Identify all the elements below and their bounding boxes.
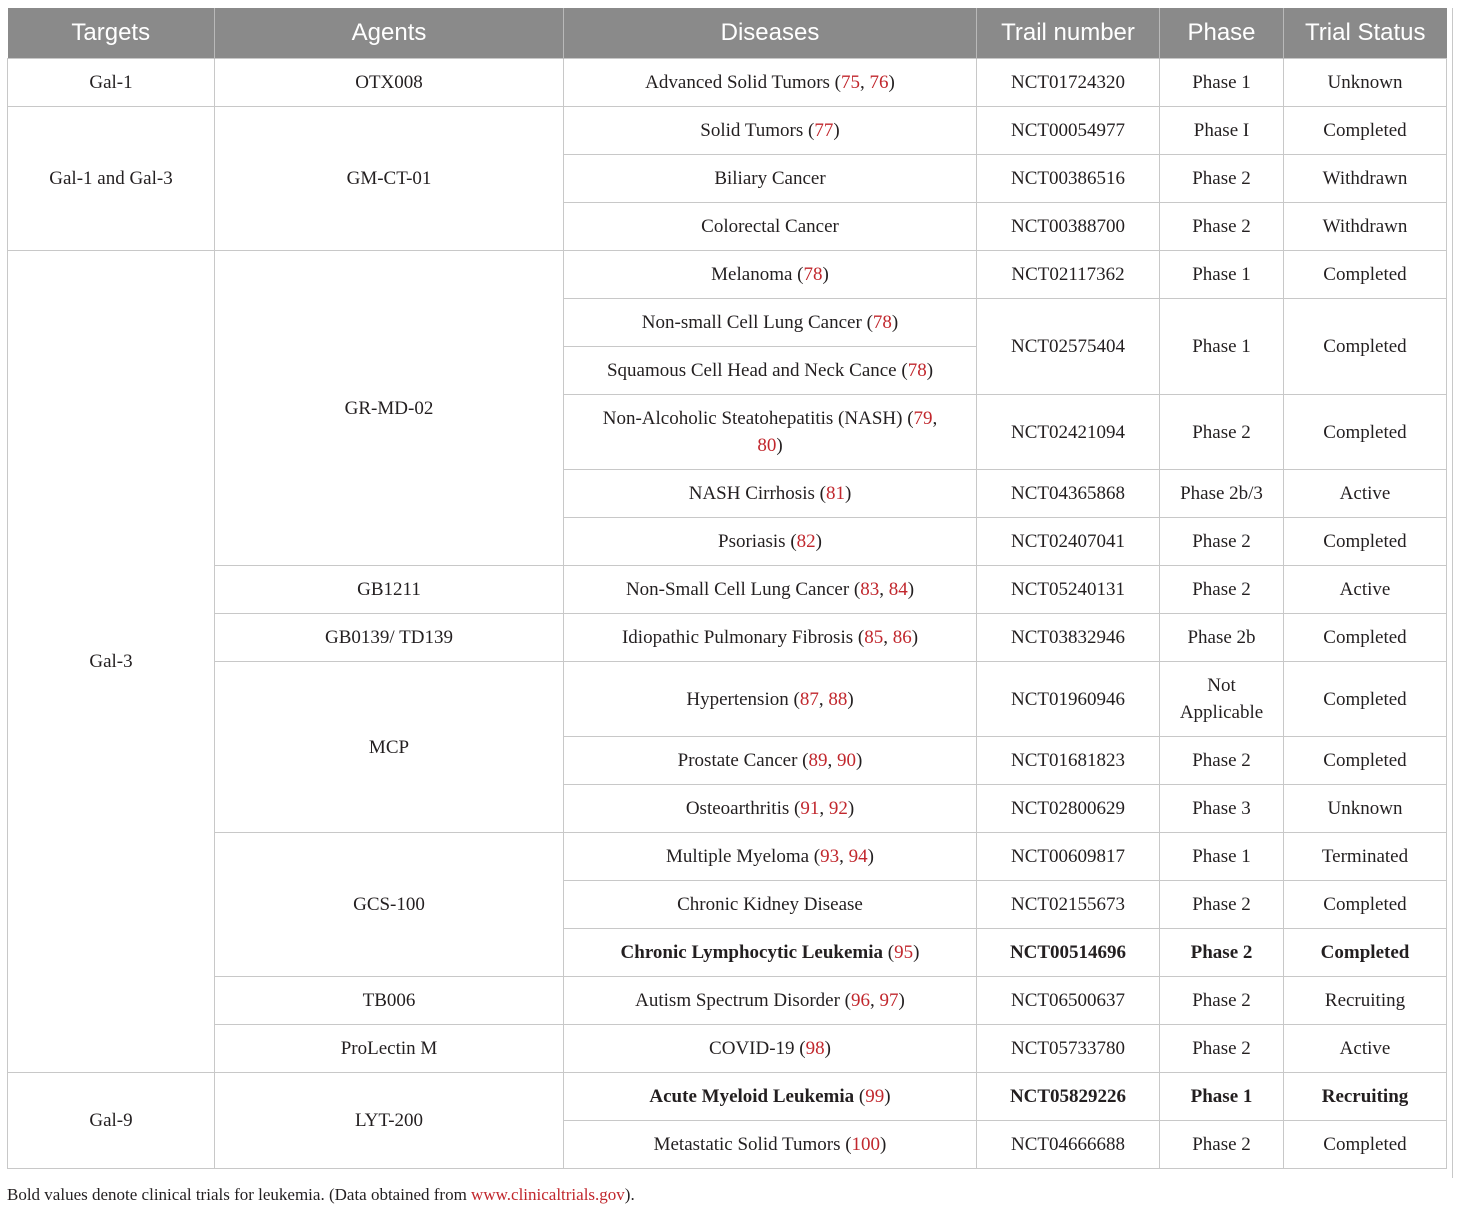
trial-number-cell: NCT02407041 — [977, 518, 1160, 566]
agent-cell: LYT-200 — [215, 1073, 564, 1169]
trial-number-cell: NCT05829226 — [977, 1073, 1160, 1121]
disease-cell — [564, 155, 977, 203]
disease-name: Non-small Cell Lung Cancer — [641, 312, 862, 333]
disease-cell: Acute Myeloid Leukemia (99) — [564, 1073, 977, 1121]
disease-name: Autism Spectrum Disorder — [635, 990, 840, 1011]
reference-link[interactable]: 90 — [837, 750, 856, 771]
status-cell: Terminated — [1284, 833, 1447, 881]
disease-name: Chronic Kidney Disease — [677, 894, 863, 915]
table-row — [8, 662, 1447, 737]
phase-cell: Phase 2b/3 — [1160, 470, 1284, 518]
phase-cell: Phase I — [1160, 107, 1284, 155]
trial-number-cell: NCT03832946 — [977, 614, 1160, 662]
phase-cell: Phase 2 — [1160, 881, 1284, 929]
target-cell: Gal-1 and Gal-3 — [8, 107, 215, 251]
reference-link[interactable]: 89 — [808, 750, 828, 771]
table-row — [8, 566, 1447, 614]
disease-name: NASH Cirrhosis — [688, 483, 815, 504]
target-cell: Gal-1 — [8, 59, 215, 107]
reference-link[interactable]: 86 — [892, 627, 912, 648]
trial-number-cell: NCT04365868 — [977, 470, 1160, 518]
reference-link[interactable]: 78 — [872, 312, 892, 333]
reference-link[interactable]: 100 — [851, 1134, 881, 1155]
phase-cell: Phase 2 — [1160, 395, 1284, 470]
phase-line: Not — [1207, 675, 1236, 696]
disease-cell: Multiple Myeloma (93, 94) — [564, 833, 977, 881]
reference-link[interactable]: 79 — [913, 408, 933, 429]
phase-cell: Phase 2 — [1160, 518, 1284, 566]
status-cell: Completed — [1284, 251, 1447, 299]
table-header — [8, 8, 1447, 59]
phase-cell: Phase 2b — [1160, 614, 1284, 662]
disease-name: Melanoma — [711, 264, 793, 285]
disease-cell: Non-Alcoholic Steatohepatitis (NASH) (79, 80) — [564, 395, 977, 470]
reference-link[interactable]: 95 — [894, 942, 914, 963]
table-row — [8, 251, 1447, 299]
disease-name: Non-Small Cell Lung Cancer — [625, 579, 850, 600]
disease-cell: Non-small Cell Lung Cancer (78) — [564, 299, 977, 347]
reference-link[interactable]: 91 — [800, 798, 820, 819]
reference-link[interactable]: 98 — [805, 1038, 825, 1059]
reference-link[interactable]: 81 — [825, 483, 845, 504]
status-cell: Completed — [1284, 299, 1447, 395]
disease-name: Multiple Myeloma — [666, 846, 810, 867]
phase-cell: Phase 2 — [1160, 566, 1284, 614]
table-row — [8, 107, 1447, 155]
table-row — [8, 1073, 1447, 1121]
table-body — [8, 59, 1447, 1169]
reference-link[interactable]: 77 — [814, 120, 834, 141]
trial-number-cell: NCT02155673 — [977, 881, 1160, 929]
status-cell: Unknown — [1284, 785, 1447, 833]
phase-cell: Phase 2 — [1160, 1121, 1284, 1169]
status-cell: Completed — [1284, 1121, 1447, 1169]
phase-cell: Phase 1 — [1160, 833, 1284, 881]
reference-link[interactable]: 80 — [757, 435, 777, 456]
disease-cell: Chronic Lymphocytic Leukemia (95) — [564, 929, 977, 977]
trial-number-cell: NCT05733780 — [977, 1025, 1160, 1073]
reference-link[interactable]: 75 — [841, 72, 860, 93]
phase-cell: Phase 2 — [1160, 929, 1284, 977]
disease-cell — [564, 203, 977, 251]
disease-name: Prostate Cancer — [677, 750, 798, 771]
trial-number-cell: NCT01681823 — [977, 737, 1160, 785]
header-agents: Agents — [215, 8, 564, 59]
agent-cell: GCS-100 — [215, 833, 564, 977]
target-cell: Gal-9 — [8, 1073, 215, 1169]
disease-cell: Idiopathic Pulmonary Fibrosis (85, 86) — [564, 614, 977, 662]
trial-number-cell: NCT02575404 — [977, 299, 1160, 395]
disease-cell: COVID-19 (98) — [564, 1025, 977, 1073]
disease-name: Colorectal Cancer — [701, 216, 839, 237]
table-footnote — [7, 1185, 635, 1205]
table-row — [8, 59, 1447, 107]
footnote-text: Bold values denote clinical trials for leukemia. (Data obtained from — [7, 1185, 472, 1204]
reference-link[interactable]: 78 — [803, 264, 823, 285]
status-cell: Recruiting — [1284, 1073, 1447, 1121]
trial-number-cell: NCT06500637 — [977, 977, 1160, 1025]
reference-link[interactable]: 87 — [799, 688, 819, 710]
reference-link[interactable]: 83 — [860, 579, 880, 600]
disease-name: Metastatic Solid Tumors — [653, 1134, 841, 1155]
table-row — [8, 1025, 1447, 1073]
phase-cell: Phase 2 — [1160, 1025, 1284, 1073]
header-phase: Phase — [1160, 8, 1284, 59]
status-cell: Completed — [1284, 881, 1447, 929]
header-diseases: Diseases — [564, 8, 977, 59]
reference-link[interactable]: 96 — [851, 990, 870, 1011]
agent-cell: ProLectin M — [215, 1025, 564, 1073]
status-cell: Completed — [1284, 929, 1447, 977]
disease-name: Hypertension — [686, 688, 789, 710]
header-targets: Targets — [8, 8, 215, 59]
trial-number-cell: NCT00609817 — [977, 833, 1160, 881]
phase-cell — [1160, 662, 1284, 737]
phase-cell: Phase 1 — [1160, 251, 1284, 299]
phase-cell: Phase 1 — [1160, 1073, 1284, 1121]
reference-link[interactable]: 92 — [828, 798, 848, 819]
disease-cell — [564, 881, 977, 929]
status-cell: Unknown — [1284, 59, 1447, 107]
disease-name: Acute Myeloid Leukemia — [649, 1086, 855, 1107]
trial-number-cell: NCT00388700 — [977, 203, 1160, 251]
table-row — [8, 833, 1447, 881]
agent-cell: GM-CT-01 — [215, 107, 564, 251]
trial-number-cell: NCT00514696 — [977, 929, 1160, 977]
agent-cell: GR-MD-02 — [215, 251, 564, 566]
disease-cell: Solid Tumors (77) — [564, 107, 977, 155]
agent-cell: GB1211 — [215, 566, 564, 614]
disease-name: Chronic Lymphocytic Leukemia — [620, 942, 884, 963]
disease-cell: NASH Cirrhosis (81) — [564, 470, 977, 518]
disease-cell: Squamous Cell Head and Neck Cance (78) — [564, 347, 977, 395]
phase-cell: Phase 3 — [1160, 785, 1284, 833]
status-cell: Active — [1284, 1025, 1447, 1073]
disease-name: Idiopathic Pulmonary Fibrosis — [621, 627, 854, 648]
disease-name: Solid Tumors — [700, 120, 804, 141]
disease-cell: Hypertension (87, 88) — [564, 662, 977, 737]
status-cell: Active — [1284, 566, 1447, 614]
reference-link[interactable]: 76 — [869, 72, 889, 93]
agent-cell: OTX008 — [215, 59, 564, 107]
disease-cell: Non-Small Cell Lung Cancer (83, 84) — [564, 566, 977, 614]
agent-cell: TB006 — [215, 977, 564, 1025]
phase-cell: Phase 2 — [1160, 977, 1284, 1025]
reference-link[interactable]: 85 — [864, 627, 884, 648]
trial-number-cell: NCT00054977 — [977, 107, 1160, 155]
header-trial-number: Trail number — [977, 8, 1160, 59]
disease-name: Psoriasis — [718, 531, 786, 552]
disease-cell: Prostate Cancer (89, 90) — [564, 737, 977, 785]
reference-link[interactable]: 82 — [796, 531, 816, 552]
disease-cell: Advanced Solid Tumors (75, 76) — [564, 59, 977, 107]
trial-number-cell: NCT02421094 — [977, 395, 1160, 470]
agent-cell: GB0139/ TD139 — [215, 614, 564, 662]
target-cell: Gal-3 — [8, 251, 215, 1073]
trial-number-cell: NCT01724320 — [977, 59, 1160, 107]
trial-number-cell: NCT00386516 — [977, 155, 1160, 203]
trial-number-cell: NCT04666688 — [977, 1121, 1160, 1169]
status-cell: Active — [1284, 470, 1447, 518]
disease-name: Biliary Cancer — [714, 168, 826, 189]
reference-link[interactable]: 99 — [865, 1086, 885, 1107]
disease-name: Osteoarthritis — [685, 798, 790, 819]
reference-link[interactable]: 94 — [848, 846, 868, 867]
trial-number-cell: NCT01960946 — [977, 662, 1160, 737]
reference-link[interactable]: 78 — [907, 360, 927, 381]
disease-cell: Osteoarthritis (91, 92) — [564, 785, 977, 833]
agent-cell: MCP — [215, 662, 564, 833]
disease-cell: Melanoma (78) — [564, 251, 977, 299]
status-cell: Completed — [1284, 395, 1447, 470]
disease-cell: Autism Spectrum Disorder (96, 97) — [564, 977, 977, 1025]
disease-name: Advanced Solid Tumors — [645, 72, 830, 93]
disease-cell: Metastatic Solid Tumors (100) — [564, 1121, 977, 1169]
footnote-tail: ). — [624, 1185, 635, 1204]
table-row — [8, 614, 1447, 662]
status-cell: Completed — [1284, 737, 1447, 785]
reference-link[interactable]: 84 — [888, 579, 908, 600]
phase-cell: Phase 2 — [1160, 737, 1284, 785]
disease-name: Non-Alcoholic Steatohepatitis (NASH) — [602, 408, 903, 429]
status-cell: Withdrawn — [1284, 155, 1447, 203]
table-right-border — [1452, 8, 1453, 1178]
clinicaltrials-link[interactable]: www.clinicaltrials.gov — [471, 1185, 625, 1204]
reference-link[interactable]: 88 — [828, 688, 848, 710]
phase-cell: Phase 1 — [1160, 299, 1284, 395]
trial-number-cell: NCT02800629 — [977, 785, 1160, 833]
phase-cell: Phase 2 — [1160, 203, 1284, 251]
status-cell: Completed — [1284, 614, 1447, 662]
header-trial-status: Trial Status — [1284, 8, 1447, 59]
status-cell: Completed — [1284, 107, 1447, 155]
disease-name: COVID-19 — [709, 1038, 795, 1059]
phase-cell: Phase 1 — [1160, 59, 1284, 107]
status-cell: Withdrawn — [1284, 203, 1447, 251]
status-cell: Completed — [1284, 518, 1447, 566]
status-cell: Recruiting — [1284, 977, 1447, 1025]
disease-cell: Psoriasis (82) — [564, 518, 977, 566]
phase-line: Applicable — [1179, 702, 1264, 723]
reference-link[interactable]: 97 — [879, 990, 899, 1011]
reference-link[interactable]: 93 — [820, 846, 840, 867]
disease-name: Squamous Cell Head and Neck Cance — [606, 360, 897, 381]
trial-number-cell: NCT02117362 — [977, 251, 1160, 299]
table-row — [8, 977, 1447, 1025]
phase-cell: Phase 2 — [1160, 155, 1284, 203]
trial-number-cell: NCT05240131 — [977, 566, 1160, 614]
clinical-trials-table — [7, 8, 1447, 1169]
status-cell: Completed — [1284, 662, 1447, 737]
